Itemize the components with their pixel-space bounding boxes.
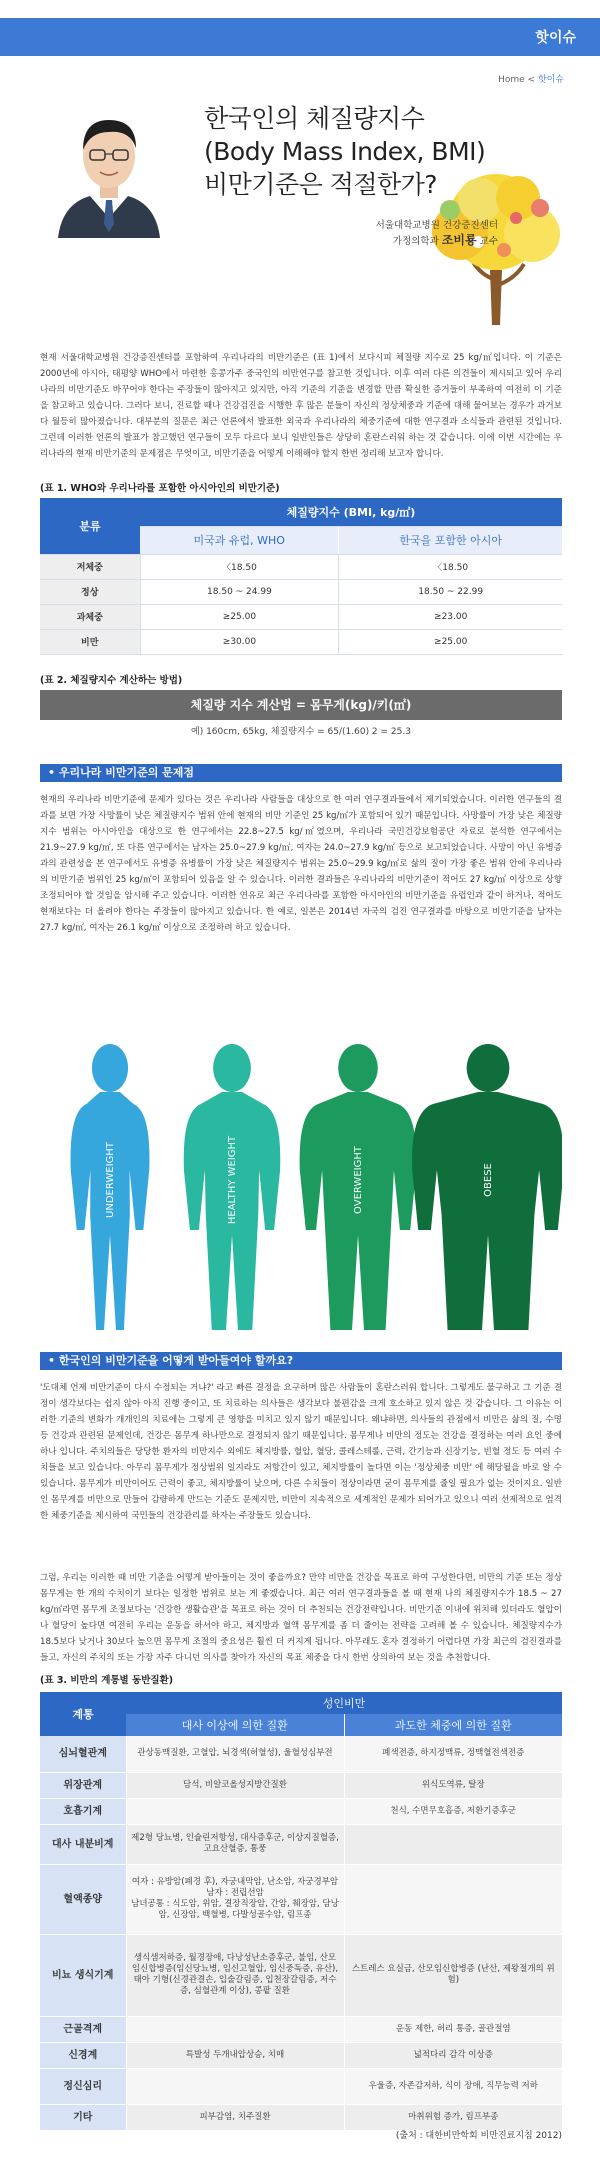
table3-head-adult-obesity: 성인비만 [126,1692,562,1714]
cell-asia: ≥23.00 [339,604,562,629]
row-label: 정상 [40,579,140,604]
row-label: 저체중 [40,554,140,579]
row-label: 기타 [40,2104,126,2130]
table1-head-asia: 한국을 포함한 아시아 [339,526,562,554]
bmi-formula: 체질량 지수 계산법 = 몸무게(kg)/키(㎡) [40,690,562,720]
cell-weight: 마취위험 증가, 림프부종 [344,2104,562,2130]
section-header-bar [0,18,600,56]
row-label: 과체중 [40,604,140,629]
table-row [40,1864,562,1934]
cell-weight: 스트레스 요실금, 산모임신합병증 (난산, 제왕절개의 위험) [344,1934,562,2016]
author-info [318,218,498,249]
bmi-example: 예) 160cm, 65kg, 체질량지수 = 65/(1.60) 2 = 25.3 [191,727,411,737]
cell-weight: 천식, 수면무호흡증, 저환기증후군 [344,1798,562,1824]
cell-weight [344,1824,562,1864]
cell-asia: 18.50 ~ 22.99 [339,579,562,604]
section-label: 핫이슈 [535,30,576,46]
row-label: 심뇌혈관계 [40,1736,126,1772]
table2-caption: (표 2. 체질량지수 계산하는 방법) [40,675,183,686]
cell-metabolic: 생식샘저하증, 월경장애, 다낭성난소증후군, 불임, 산모임신합병증(임신당뇨병, 임신고혈압, 임신중독증, 유산), 태아 기형(신경관결손, 입술갈림증, 입천장갈림증, 저수증, 심혈관계 이상), 콩팥 질환 [126,1934,344,2016]
cell-metabolic: 담석, 비알코올성지방간질환 [126,1772,344,1798]
cell-weight: 우울증, 자존감저하, 식이 장애, 직무능력 저하 [344,2068,562,2104]
table-row [40,1798,562,1824]
section-heading-problems: • 우리나라 비만기준의 문제점 [40,764,562,782]
section-heading-text: 우리나라 비만기준의 문제점 [58,766,195,779]
row-label: 대사 내분비계 [40,1824,126,1864]
row-label: 비만 [40,629,140,654]
figure-label: OVERWEIGHT [353,1146,364,1214]
cell-metabolic [126,2016,344,2042]
figure-label: OBESE [483,1163,494,1197]
cell-weight: 위식도역류, 탈장 [344,1772,562,1798]
breadcrumb-home[interactable]: Home [498,75,525,85]
cell-who: ≥30.00 [140,629,339,654]
table3-caption: (표 3. 비만의 계통별 동반질환) [40,1675,174,1686]
body-figure-overweight [300,1044,417,1330]
section-heading-text: 한국인의 비만기준을 어떻게 받아들여야 할까요? [58,1354,294,1367]
breadcrumb-separator: < [524,75,538,85]
cell-metabolic [126,1798,344,1824]
author-department: 가정의학과 [392,236,439,247]
author-photo [50,100,168,238]
author-name: 조비룡 [441,233,477,247]
body-figure-obese [412,1044,562,1330]
table-row [40,2016,562,2042]
table-row [40,604,562,629]
table1-head-bmi: 체질량지수 (BMI, kg/㎡) [140,498,562,526]
table-row [40,2042,562,2068]
table-row [40,579,562,604]
row-label: 위장관계 [40,1772,126,1798]
cell-who: ≥25.00 [140,604,339,629]
table3-head-system: 계통 [40,1692,126,1736]
title-line-1: 한국인의 체질량지수 [204,104,425,133]
body-shape-figures [40,1040,562,1340]
table-row [40,554,562,579]
table-row [40,1736,562,1772]
breadcrumb [498,72,564,85]
comorbidity-table [40,1692,562,2131]
row-label: 근골격계 [40,2016,126,2042]
body-figure-underweight [71,1044,150,1330]
acceptance-paragraph-2: 그럼, 우리는 이러한 때 비만 기준을 어떻게 받아들이는 것이 좋을까요? 만약 비만을 건강을 목표로 하여 구성한다면, 비만의 기준 또는 정상 몸무게는 한 개의 수치이기 보다는 일정한 범위로 보는 게 좋겠습니다. 최근 여러 연구결과들을 볼 때 현재 나의 체질량지수가 18.5 ~ 27 kg/㎡라면 몸무게 조절보다는 '건강한 생활습관'을 목표로 하는 것이 더 추천되는 건강전략입니다. 비만기준 이내에 위치해 있더라도 혈압이나 혈당이 높다면 여전히 우리는 운동을 하셔야 하고, 체지방과 혈액 몸무게를 좀 더 줄이는 전략을 고려해 볼 수 있습니다. 체질량지수가 18.5보다 낮거나 30보다 높으면 몸무게 조절의 중요성은 훨씬 더 커지게 됩니다. 아무래도 혼자 결정하기 어렵다면 가장 최근의 검진결과를 들고, 자신의 주치의 또는 가장 자주 다니던 의사를 찾아가 자신의 목표 체중을 다시 한번 상의하여 보는 것을 추천합니다. [40,1573,562,1663]
table-row [40,629,562,654]
author-affiliation: 서울대학교병원 건강증진센터 [375,220,498,231]
cell-metabolic: 관상동맥질환, 고혈압, 뇌경색(허혈성), 울혈성심부전 [126,1736,344,1772]
row-label: 호흡기계 [40,1798,126,1824]
figure-label: UNDERWEIGHT [105,1142,116,1218]
problems-paragraph: 현재의 우리나라 비만기준에 문제가 있다는 것은 우리나라 사람들을 대상으로 한 여러 연구결과들에서 제기되었습니다. 이러한 연구들의 결과를 보면 가장 사망률이 낮은 체질량지수 범위 안에 현재의 비만 기준인 25 kg/㎡가 포함되어 있기 때문입니다. 사망률이 가장 낮은 체질량지수 범위는 아시아인을 대상으로 한 연구에서는 22.8~27.5 kg/㎡였으며, 우리나라 국민건강보험공단 자료로 분석한 연구에서는 21.9~27.9 kg/㎡, 또 다른 연구에서는 남자는 25.0~27.9 kg/㎡, 여자는 24.0~27.9 kg/㎡ 등으로 보고되었습니다. 사망이 아닌 유병증과의 관련성을 본 연구에서도 유병증 유병률이 가장 낮은 체질량지수 범위는 25.0~29.9 kg/㎡로 삶의 질이 가장 좋은 범위 안에 우리나라의 비만기준 범위인 25 kg/㎡이 포함되어 있음을 알 수 있습니다. 이러한 결과들은 우리나라의 비만기준이 적어도 27 kg/㎡ 이상으로 상향 조정되어야 할 것임을 암시해 주고 있습니다. 이러한 연유로 최근 우리나라를 포함한 아시아인의 비만기준을 유럽인과 같이 하거나, 적어도 현재보다는 더 올려야 한다는 주장들이 많아지고 있습니다. 한 예로, 일본은 2014년 자국의 검진 연구결과를 바탕으로 비만기준을 남자는 27.7 kg/㎡, 여자는 26.1 kg/㎡ 이상으로 조정하려 하고 있습니다. [40,795,562,933]
table-row [40,1934,562,2016]
title-line-2: (Body Mass Index, BMI) [204,137,486,166]
cell-weight: 폐색전증, 하지정맥류, 정맥혈전색전증 [344,1736,562,1772]
cell-asia: ≥25.00 [339,629,562,654]
table-row [40,1824,562,1864]
row-label: 비뇨 생식기계 [40,1934,126,2016]
breadcrumb-current[interactable]: 핫이슈 [537,75,564,85]
cell-metabolic [126,2068,344,2104]
row-label: 혈액종양 [40,1864,126,1934]
table1-head-who: 미국과 유럽, WHO [140,526,339,554]
cell-metabolic: 피부감염, 치주질환 [126,2104,344,2130]
cell-who: 18.50 ~ 24.99 [140,579,339,604]
cell-asia: 〈18.50 [339,554,562,579]
title-line-3: 비만기준은 적절한가? [204,170,438,199]
table1-head-classification: 분류 [40,498,140,554]
table-row [40,2104,562,2130]
body-figure-healthy-weight [184,1044,281,1330]
cell-metabolic: 여자 : 유방암(폐경 후), 자궁내막암, 난소암, 자궁경부암 남자 : 전립선암 남녀공통 : 식도암, 위암, 결장직장암, 간암, 췌장암, 담낭암, 신장암, 백혈병, 다발성골수암, 림프종 [126,1864,344,1934]
table1-caption: (표 1. WHO와 우리나라를 포함한 아시아인의 비만기준) [40,483,280,494]
cell-weight [344,1864,562,1934]
row-label: 신경계 [40,2042,126,2068]
cell-metabolic: 특발성 두개내압상승, 치매 [126,2042,344,2068]
cell-who: 〈18.50 [140,554,339,579]
section-heading-acceptance: • 한국인의 비만기준을 어떻게 받아들여야 할까요? [40,1352,562,1370]
source-note: (출처 : 대한비만학회 비만진료지침 2012) [395,2131,562,2141]
cell-weight: 넓적다리 감각 이상증 [344,2042,562,2068]
table-row [40,1772,562,1798]
row-label: 정신심리 [40,2068,126,2104]
author-title: 교수 [479,236,498,247]
bmi-criteria-table [40,498,562,655]
acceptance-paragraph-1: '도대체 언제 비만기준이 다시 수정되는 거냐?' 라고 빠른 결정을 요구하며 많은 사람들이 혼란스러워 합니다. 그렇게도 물구하고 그 기준 결정이 생각보다는 쉽지 않아 아직 진행 중이고, 또 치료하는 의사들은 생각보다 불편감을 크게 호소하고 있지 않은 것 같습니다. 그 이유는 이러한 기준의 변화가 개개인의 치료에는 그렇게 큰 영향을 미치고 있지 않기 때문입니다. 왜냐하면, 의사들의 관점에서 비만은 삶의 질, 수명 등 건강과 관련된 문제인데, 건강은 몸무게 하나만으로 결정되지 않기 때문입니다. 몸무게나 비만의 정도는 건강을 결정하는 여러 요인 중에 하나 입니다. 주치의들은 당당한 환자의 비만지수 외에도 체지방률, 혈압, 혈당, 콜레스테롤, 근력, 간기능과 신장기능, 빈혈 정도 등 여러 수치들을 보고 있습니다. 아무리 몸무게가 정상범위 일지라도 저항간이 있고, 체지방률이 높다면 이는 '정상체중 비만' 에 해당될을 바로 알 수 있습니다. 몸무게가 비만이어도 근력이 좋고, 체지방률이 낮으며, 다른 수치들이 정상이라면 굳이 몸무게를 줄일 필요가 없는 것이지요. 일반인 몸무게를 비만으로 만들어 감량하게 만드는 기준도 문제지만, 비만이 지속적으로 세계적인 문제가 되어가고 있으니 여러 선제적으로 엄격한 체중기준을 제시하여 국민들의 건강관리를 하자는 주장들도 있습니다. [40,1383,562,1521]
author-byline [318,233,498,249]
cell-metabolic: 제2형 당뇨병, 인슐린저항성, 대사증후군, 이상지질혈증, 고요산혈증, 통풍 [126,1824,344,1864]
cell-weight: 운동 제한, 허리 통증, 골관절염 [344,2016,562,2042]
table3-head-weight: 과도한 체중에 의한 질환 [344,1714,562,1736]
intro-paragraph: 현재 서울대학교병원 건강증진센터를 포함하여 우리나라의 비만기준은 (표 1)에서 보다시피 체질량 지수로 25 kg/㎡입니다. 이 기준은 2000년에 아시아, 태평양 WHO에서 마련한 홍콩가주 중국인의 비만연구를 참고한 것입니다. 이후 여러 다른 의견들이 제시되고 있어 우리나라의 비만기준도 바꾸어야 한다는 주장들이 많아지고 있지만, 아직 기준의 기준을 변경할 만큼 확실한 증거들이 부족하여 여전히 이 기준을 참고하고 있습니다. 그러다 보니, 진료할 때나 건강검진을 시행한 후 많은 분들이 자신의 정상체중과 기준에 대해 물어보는 경우가 과거보다 월등히 많아졌습니다. 대부분의 질문은 최근 언론에서 발표한 외국과 우리나라의 체중기준에 대한 연구결과 소식들과 관련된 것입니다. 그런데 이러한 언론의 발표가 참고했던 연구들이 모두 다르다 보니 일반인들은 상당히 혼란스러워 하는 것 같습니다. 이에 이번 시간에는 우리나라의 현재 비만기준의 문제점은 무엇이고, 비만기준을 어떻게 이해해야 할지 한번 정리해 보고자 합니다. [40,353,562,459]
figure-label: HEALTHY WEIGHT [227,1135,238,1225]
table-row [40,2068,562,2104]
table3-head-metabolic: 대사 이상에 의한 질환 [126,1714,344,1736]
